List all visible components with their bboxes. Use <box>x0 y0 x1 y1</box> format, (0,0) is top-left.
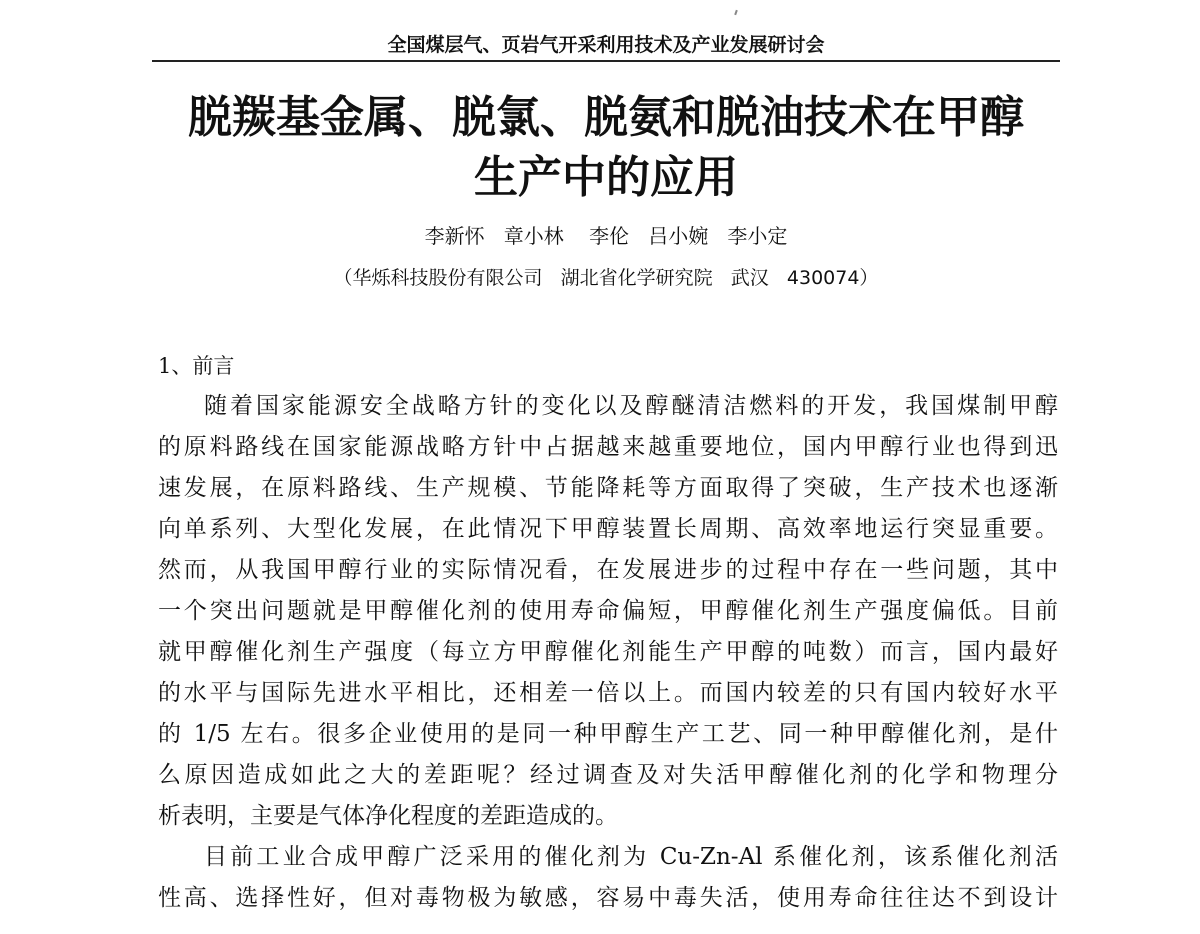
affiliation: （华烁科技股份有限公司 湖北省化学研究院 武汉 430074） <box>333 267 879 289</box>
paragraph-line: 性高、选择性好，但对毒物极为敏感，容易中毒失活，使用寿命往往达不到设计 <box>158 885 1058 911</box>
paragraph-line: 随着国家能源安全战略方针的变化以及醇醚清洁燃料的开发，我国煤制甲醇 <box>204 393 1058 419</box>
paragraph-line: 的水平与国际先进水平相比，还相差一倍以上。而国内较差的只有国内较好水平 <box>158 680 1058 706</box>
article-title <box>140 88 1072 208</box>
body-text <box>158 386 1058 919</box>
paragraph-line: 的 1/5 左右。很多企业使用的是同一种甲醇生产工艺、同一种甲醇催化剂，是什 <box>158 721 1058 747</box>
paragraph-line: 就甲醇催化剂生产强度（每立方甲醇催化剂能生产甲醇的吨数）而言，国内最好 <box>158 639 1058 665</box>
header-rule <box>152 60 1060 62</box>
section-heading: 1、前言 <box>158 354 235 378</box>
paragraph-line: 一个突出问题就是甲醇催化剂的使用寿命偏短，甲醇催化剂生产强度偏低。目前 <box>158 598 1058 624</box>
scan-speck <box>734 10 738 15</box>
paragraph-line: 目前工业合成甲醇广泛采用的催化剂为 Cu-Zn-Al 系催化剂，该系催化剂活 <box>204 844 1058 870</box>
paragraph-line: 然而，从我国甲醇行业的实际情况看，在发展进步的过程中存在一些问题，其中 <box>158 557 1058 583</box>
paragraph-line: 速发展，在原料路线、生产规模、节能降耗等方面取得了突破，生产技术也逐渐 <box>158 475 1058 501</box>
paragraph-line: 么原因造成如此之大的差距呢？经过调查及对失活甲醇催化剂的化学和物理分 <box>158 762 1058 788</box>
title-line-1: 脱羰基金属、脱氯、脱氨和脱油技术在甲醇 <box>188 92 1024 143</box>
paragraph-line: 析表明，主要是气体净化程度的差距造成的。 <box>158 803 618 829</box>
title-line-2: 生产中的应用 <box>474 152 738 203</box>
running-header: 全国煤层气、页岩气开采利用技术及产业发展研讨会 <box>387 34 825 56</box>
paragraph-line: 的原料路线在国家能源战略方针中占据越来越重要地位，国内甲醇行业也得到迅 <box>158 434 1058 460</box>
authors: 李新怀 章小林 李伦 吕小婉 李小定 <box>424 224 788 248</box>
paragraph-line: 向单系列、大型化发展，在此情况下甲醇装置长周期、高效率地运行突显重要。 <box>158 516 1058 542</box>
